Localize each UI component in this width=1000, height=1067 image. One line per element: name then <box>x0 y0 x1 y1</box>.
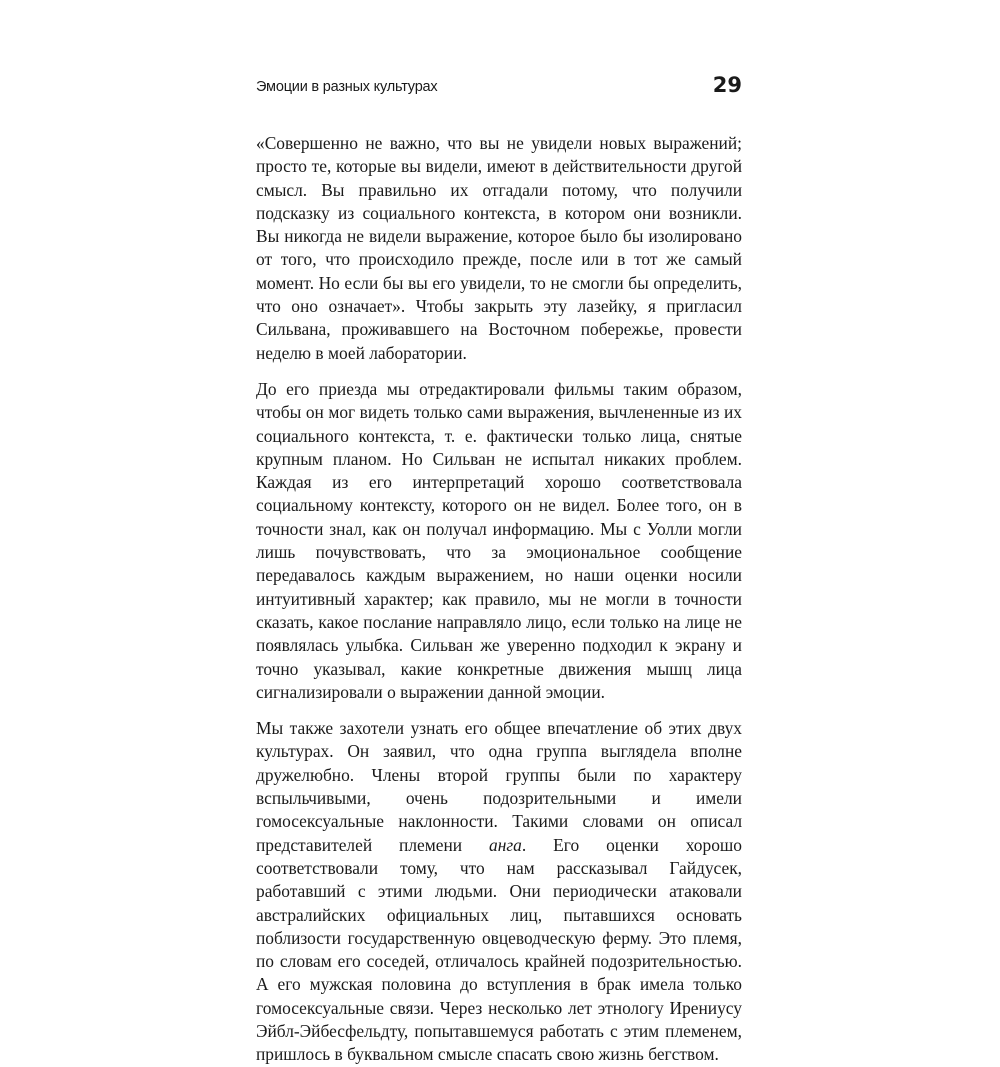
book-page <box>256 66 742 1067</box>
running-header <box>256 66 742 96</box>
paragraph-3 <box>256 717 742 1066</box>
paragraph-3-text-after: . Его оценки хорошо соответствовали тому, что нам рассказывал Гайдусек, работавший с этими людьми. Они периодически атаковали австралийских официальных лиц, пытавшихся основать поблизости государственную овцеводческую ферму. Это племя, по словам его соседей, отличалось крайней подозрительностью. А его мужская половина до вступления в брак имела только гомосексуальные связи. Через несколько лет этнологу Ирениусу Эйбл-Эйбесфельдту, попытавшемуся работать с этим племенем, пришлось в буквальном смысле спасать свою жизнь бегством. <box>256 834 742 1065</box>
paragraph-1: «Совершенно не важно, что вы не увидели новых выражений; просто те, которые вы видели, имеют в действительности другой смысл. Вы правильно их отгадали потому, что получили подсказку из социального контекста, в котором они возникли. Вы никогда не видели выражение, которое было бы изолировано от того, что происходило прежде, после или в тот же самый момент. Но если бы вы его увидели, то не смогли бы определить, что оно означает». Чтобы закрыть эту лазейку, я пригласил Сильвана, проживавшего на Восточном побережье, провести неделю в моей лаборатории. <box>256 133 742 363</box>
paragraph-3-text-before: Мы также захотели узнать его общее впечатление об этих двух культурах. Он заявил, что одна группа выглядела вполне дружелюбно. Члены второй группы были по характеру вспыльчивыми, очень подозрительными и имели гомосексуальные наклонности. Такими словами он описал представителей племени <box>256 718 742 855</box>
paragraph-2: До его приезда мы отредактировали фильмы таким образом, чтобы он мог видеть только сами выражения, вычлененные из их социального контекста, т. е. фактически только лица, снятые крупным планом. Но Сильван не испытал никаких проблем. Каждая из его интерпретаций хорошо соответствовала социальному контексту, которого он не видел. Более того, он в точности знал, как он получал информацию. Мы с Уолли могли лишь почувствовать, что за эмоциональное сообщение передавалось каждым выражением, но наши оценки носили интуитивный характер; как правило, мы не могли в точности сказать, какое послание направляло лицо, если только на лице не появлялась улыбка. Сильван же уверенно подходил к экрану и точно указывал, какие конкретные движения мышц лица сигнализировали о выражении данной эмоции. <box>256 378 742 702</box>
page-number: 29 <box>712 73 742 97</box>
chapter-title: Эмоции в разных культурах <box>256 78 438 95</box>
tribe-name-emphasis: анга <box>489 834 522 855</box>
body-text <box>256 132 742 1067</box>
